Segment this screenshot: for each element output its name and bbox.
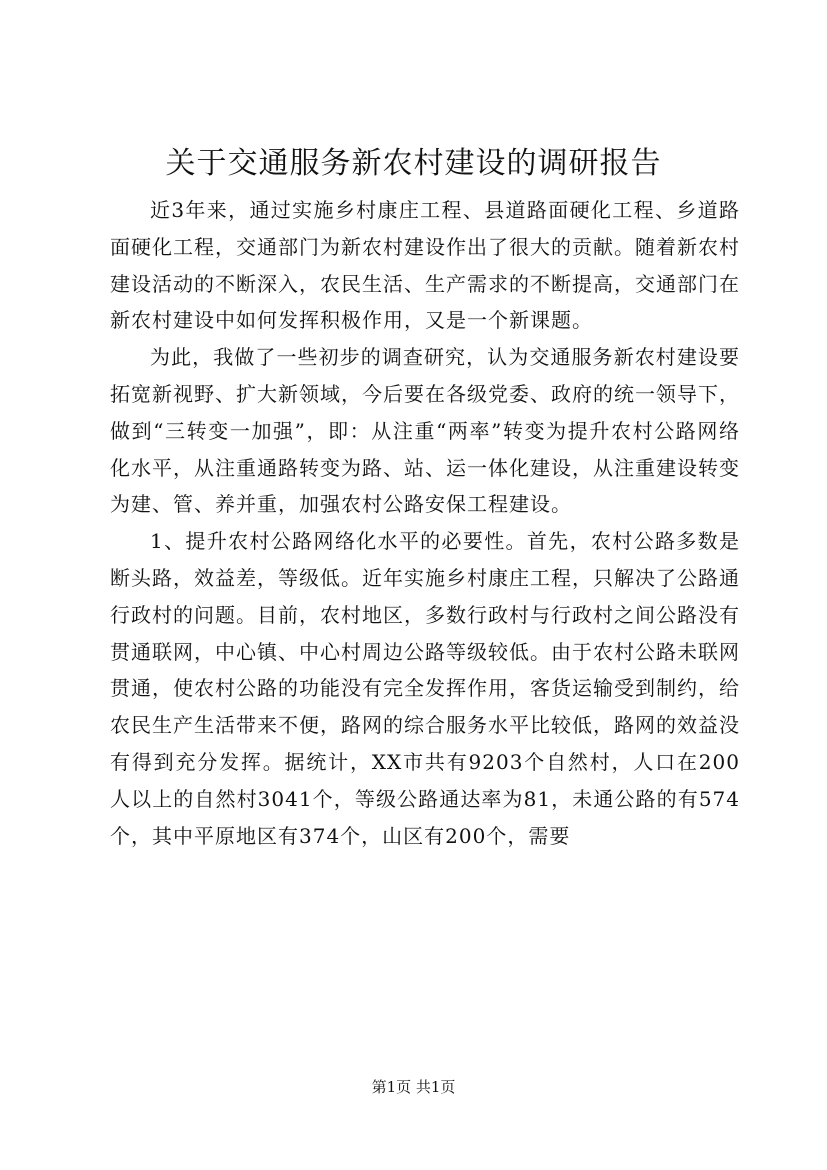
paragraph-intro: 近3年来，通过实施乡村康庄工程、县道路面硬化工程、乡道路面硬化工程，交通部门为新农村建设作出了很大的贡献。随着新农村建设活动的不断深入，农民生活、生产需求的不断提高，交通部门在新农村建设中如何发挥积极作用，又是一个新课题。	[110, 198, 740, 333]
paragraph-network-necessity: 1、提升农村公路网络化水平的必要性。首先，农村公路多数是断头路，效益差，等级低。近年实施乡村康庄工程，只解决了公路通行政村的问题。目前，农村地区，多数行政村与行政村之间公路没有贯通联网，中心镇、中心村周边公路等级较低。由于农村公路未联网贯通，使农村公路的功能没有完全发挥作用，客货运输受到制约，给农民生产生活带来不便，路网的综合服务水平比较低，路网的效益没有得到充分发挥。据统计，XX市共有9203个自然村，人口在200人以上的自然村3041个，等级公路通达率为81，未通公路的有574个，其中平原地区有374个，山区有200个，需要	[110, 529, 740, 848]
paragraph-research: 为此，我做了一些初步的调查研究，认为交通服务新农村建设要拓宽新视野、扩大新领域，今后要在各级党委、政府的统一领导下，做到“三转变一加强”，即：从注重“两率”转变为提升农村公路网络化水平，从注重通路转变为路、站、运一体化建设，从注重建设转变为建、管、养并重，加强农村公路安保工程建设。	[110, 345, 740, 517]
document-title: 关于交通服务新农村建设的调研报告	[165, 146, 662, 181]
document-body	[110, 192, 740, 854]
page-footer: 第1页 共1页	[371, 1078, 456, 1096]
